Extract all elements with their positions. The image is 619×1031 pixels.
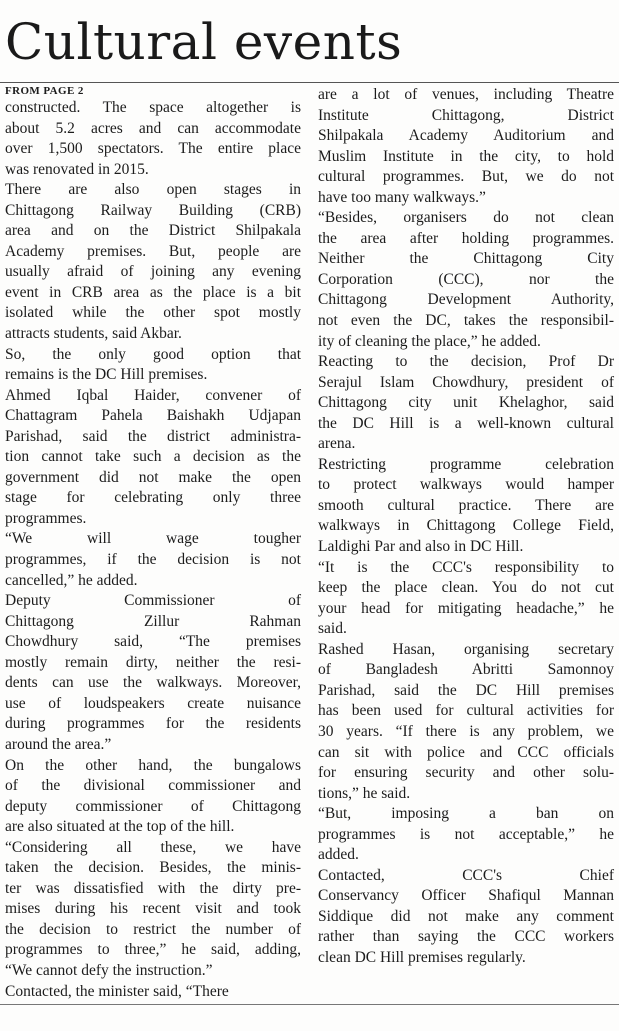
text-line: Parishad, said the DC Hill premises <box>318 681 614 699</box>
bottom-rule <box>0 1004 619 1005</box>
text-line: mostly remain dirty, neither the resi- <box>5 653 301 671</box>
text-line: “We cannot defy the instruction.” <box>5 961 213 979</box>
text-line: event in CRB area as the place is a bit <box>5 283 301 301</box>
text-line: of Bangladesh Abritti Samonnoy <box>318 661 614 679</box>
text-line: for ensuring security and other solu- <box>318 764 614 782</box>
text-line: Institute Chittagong, District <box>318 106 614 124</box>
article-paragraph <box>5 591 301 755</box>
text-line: Chowdhury said, “The premises <box>5 633 301 651</box>
text-line: Serajul Islam Chowdhury, president of <box>318 373 614 391</box>
text-line: So, the only good option that <box>5 345 301 363</box>
text-line: attracts students, said Akbar. <box>5 325 182 343</box>
column-divider <box>309 86 310 1004</box>
text-line: Reacting to the decision, Prof Dr <box>318 353 614 371</box>
text-line: tions,” he said. <box>318 784 411 802</box>
text-line: constructed. The space altogether is <box>5 99 301 116</box>
text-line: tion cannot take such a decision as the <box>5 448 301 466</box>
text-line: ity of cleaning the place,” he added. <box>318 332 541 350</box>
text-line: ter was dissatisfied with the dirty pre- <box>5 879 301 897</box>
text-line: deputy commissioner of Chittagong <box>5 797 301 815</box>
text-line: to protect walkways would hamper <box>318 476 614 494</box>
text-line: Ahmed Iqbal Haider, convener of <box>5 386 301 404</box>
text-line: programmes to three,” he said, adding, <box>5 941 301 959</box>
article-paragraph <box>5 386 301 530</box>
text-line: not even the DC, takes the responsibil- <box>318 312 614 330</box>
text-line: use of loudspeakers create nuisance <box>5 694 301 712</box>
text-line: Chittagong Development Authority, <box>318 291 614 309</box>
text-line: programmes, if the decision is not <box>5 551 301 569</box>
text-line: cancelled,” he added. <box>5 571 138 589</box>
text-line: arena. <box>318 435 356 453</box>
left-column-body <box>5 98 301 1002</box>
text-line: are a lot of venues, including Theatre <box>318 86 614 103</box>
text-line: 30 years. “If there is any problem, we <box>318 722 614 740</box>
text-line: of the divisional commissioner and <box>5 777 301 795</box>
text-line: Shilpakala Academy Auditorium and <box>318 127 614 145</box>
text-line: your head for mitigating headache,” he <box>318 599 614 617</box>
text-line: There are also open stages in <box>5 181 301 199</box>
text-line: smooth cultural practice. There are <box>318 496 614 514</box>
text-line: around the area.” <box>5 735 112 753</box>
text-line: “Considering all these, we have <box>5 838 301 856</box>
text-line: Rashed Hasan, organising secretary <box>318 640 614 658</box>
text-line: Parishad, said the district administra- <box>5 427 301 445</box>
text-line: Academy premises. But, people are <box>5 242 301 260</box>
text-line: keep the place clean. You do not cut <box>318 579 614 597</box>
article-paragraph <box>5 345 301 386</box>
text-line: dents can use the walkways. Moreover, <box>5 674 301 692</box>
text-line: “It is the CCC's responsibility to <box>318 558 614 576</box>
text-line: Deputy Commissioner of <box>5 592 301 610</box>
text-line: Chittagong city unit Khelaghor, said <box>318 394 614 412</box>
text-line: On the other hand, the bungalows <box>5 756 301 774</box>
article-paragraph <box>5 180 301 344</box>
article-paragraph <box>318 558 614 640</box>
article-column-left <box>5 85 301 1002</box>
article-paragraph <box>5 756 301 838</box>
text-line: Siddique did not make any comment <box>318 907 614 925</box>
text-line: Laldighi Par and also in DC Hill. <box>318 538 524 556</box>
text-line: government did not make the open <box>5 468 301 486</box>
text-line: can sit with police and CCC officials <box>318 743 614 761</box>
article-paragraph <box>318 208 614 352</box>
article-paragraph <box>318 804 614 866</box>
text-line: the area after holding programmes. <box>318 229 614 247</box>
text-line: remains is the DC Hill premises. <box>5 366 208 384</box>
text-line: programmes. <box>5 509 87 527</box>
text-line: Corporation (CCC), nor the <box>318 270 614 288</box>
headline-rule <box>0 82 619 83</box>
article-paragraph <box>5 98 301 180</box>
article-paragraph <box>318 352 614 455</box>
text-line: “Besides, organisers do not clean <box>318 209 614 227</box>
text-line: cultural programmes. But, we do not <box>318 168 614 186</box>
text-line: rather than saying the CCC workers <box>318 928 614 946</box>
text-line: taken the decision. Besides, the minis- <box>5 859 301 877</box>
text-line: usually afraid of joining any evening <box>5 263 301 281</box>
text-line: Chittagong Zillur Rahman <box>5 612 301 630</box>
text-line: stage for celebrating only three <box>5 489 301 507</box>
article-paragraph <box>5 982 301 1003</box>
text-line: clean DC Hill premises regularly. <box>318 948 526 966</box>
article-paragraph <box>318 640 614 804</box>
text-line: area and on the District Shilpakala <box>5 222 301 240</box>
text-line: mises during his recent visit and took <box>5 900 301 918</box>
text-line: Contacted, CCC's Chief <box>318 866 614 884</box>
right-column-body <box>318 85 614 969</box>
text-line: over 1,500 spectators. The entire place <box>5 140 301 158</box>
text-line: have too many walkways.” <box>318 188 486 206</box>
text-line: Conservancy Officer Shafiqul Mannan <box>318 887 614 905</box>
text-line: Neither the Chittagong City <box>318 250 614 268</box>
text-line: Chittagong Railway Building (CRB) <box>5 201 301 219</box>
article-paragraph <box>318 455 614 558</box>
text-line: Muslim Institute in the city, to hold <box>318 147 614 165</box>
text-line: has been used for cultural activities for <box>318 702 614 720</box>
text-line: “We will wage tougher <box>5 530 301 548</box>
text-line: the DC Hill is a well-known cultural <box>318 414 614 432</box>
text-line: added. <box>318 846 359 864</box>
text-line: was renovated in 2015. <box>5 160 149 178</box>
article-paragraph <box>5 838 301 982</box>
text-line: Restricting programme celebration <box>318 455 614 473</box>
text-line: Contacted, the minister said, “There <box>5 982 229 1000</box>
continuation-kicker: FROM PAGE 2 <box>5 85 84 97</box>
text-line: isolated while the other spot mostly <box>5 304 301 322</box>
text-line: the decision to restrict the number of <box>5 920 301 938</box>
article-column-right <box>318 85 614 969</box>
text-line: about 5.2 acres and can accommodate <box>5 119 301 137</box>
text-line: “But, imposing a ban on <box>318 805 614 823</box>
text-line: walkways in Chittagong College Field, <box>318 517 614 535</box>
text-line: Chattagram Pahela Baishakh Udjapan <box>5 407 301 425</box>
text-line: during programmes for the residents <box>5 715 301 733</box>
article-paragraph <box>318 85 614 208</box>
headline: Cultural events <box>5 13 403 71</box>
text-line: programmes is not acceptable,” he <box>318 825 614 843</box>
article-paragraph <box>318 866 614 969</box>
article-paragraph <box>5 529 301 591</box>
text-line: said. <box>318 620 347 638</box>
text-line: are also situated at the top of the hill. <box>5 818 235 836</box>
